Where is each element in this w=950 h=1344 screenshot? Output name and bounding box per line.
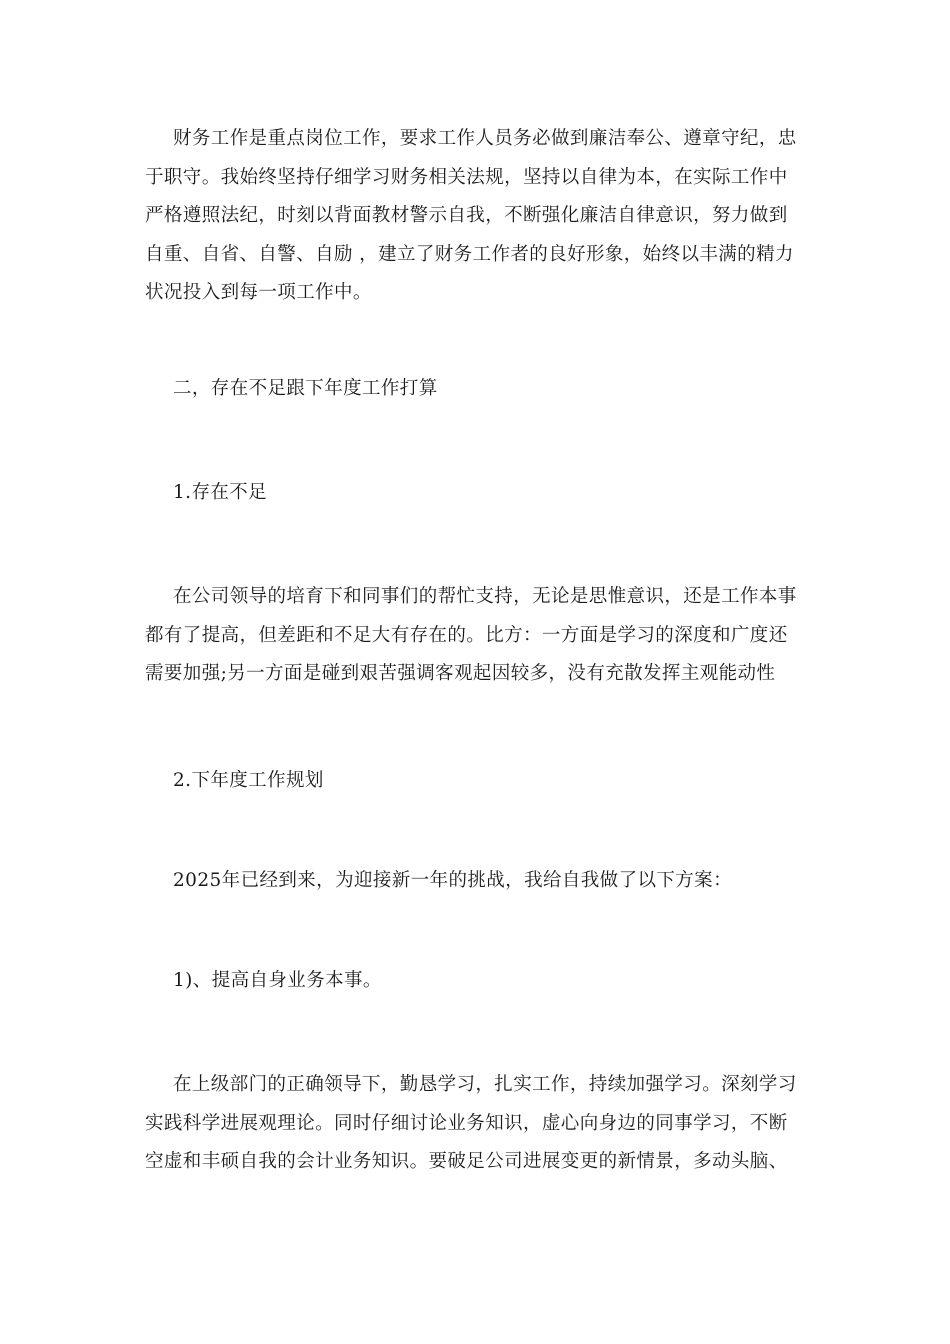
paragraph-line: 自重、自省、自警、自励 ，建立了财务工作者的良好形象，始终以丰满的精力 xyxy=(145,243,794,265)
paragraph-line: 财务工作是重点岗位工作，要求工作人员务必做到廉洁奉公、遵章守纪，忠 xyxy=(173,128,797,149)
paragraph-shortcomings xyxy=(145,578,810,694)
paragraph-line: 状况投入到每一项工作中。 xyxy=(145,282,372,303)
paragraph-line: 严格遵照法纪，时刻以背面教材警示自我，不断强化廉洁自律意识，努力做到 xyxy=(145,205,788,226)
paragraph-line: 需要加强;另一方面是碰到艰苦强调客观起因较多，没有充散发挥主观能动性 xyxy=(145,663,776,684)
paragraph-line: 在上级部门的正确领导下，勤恳学习，扎实工作，持续加强学习。深刻学习 xyxy=(173,1074,797,1095)
paragraph-line: 实践科学进展观理论。同时仔细讨论业务知识，虚心向身边的同事学习，不断 xyxy=(145,1112,788,1134)
paragraph-line: 于职守。我始终坚持仔细学习财务相关法规，坚持以自律为本，在实际工作中 xyxy=(145,166,788,188)
section-heading: 二，存在不足跟下年度工作打算 xyxy=(173,378,438,399)
paragraph-line: 在公司领导的培育下和同事们的帮忙支持，无论是思惟意识，还是工作本事 xyxy=(173,586,797,607)
paragraph-plan-intro: 2025年已经到来，为迎接新一年的挑战，我给自我做了以下方案： xyxy=(173,870,732,891)
paragraph-line: 都有了提高，但差距和不足大有存在的。比方：一方面是学习的深度和广度还 xyxy=(145,624,788,646)
paragraph-integrity xyxy=(145,120,810,313)
subsection-heading-plan: 2.下年度工作规划 xyxy=(173,770,324,791)
subsection-heading-shortcomings: 1.存在不足 xyxy=(173,482,268,503)
paragraph-skills xyxy=(145,1066,810,1182)
item-heading-skills: 1)、提高自身业务本事。 xyxy=(173,970,382,991)
paragraph-line: 空虚和丰硕自我的会计业务知识。要破足公司进展变更的新情景，多动头脑、 xyxy=(145,1151,788,1172)
